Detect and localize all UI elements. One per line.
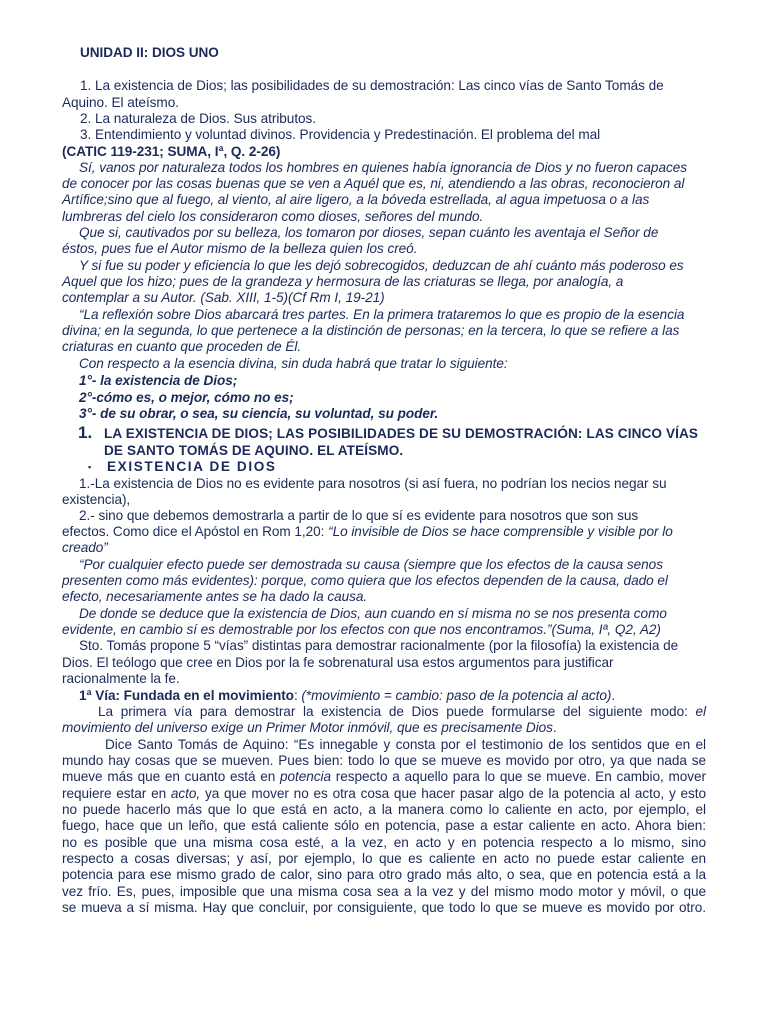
section-number: 1. xyxy=(78,423,93,442)
quote-line: lumbreras del cielo los consideraron como dioses, señores del mundo. xyxy=(62,209,484,224)
thomas-text: respecto a aquello para lo que se mueve. En cambio, mover xyxy=(331,769,706,784)
via-intro-line xyxy=(62,704,706,720)
quote-line: Con respecto a la esencia divina, sin duda habrá que tratar lo siguiente: xyxy=(79,356,508,371)
subheading: EXISTENCIA DE DIOS xyxy=(107,459,277,474)
thomas-text: ya que mover no es otra cosa que hacer pasar algo de la potencia al acto, y esto xyxy=(200,786,706,801)
via-colon: : xyxy=(293,688,302,703)
via-thesis-period: . xyxy=(552,720,557,735)
quote-line: contemplar a su Autor. (Sab. XIII, 1-5)(Cf Rm I, 19-21) xyxy=(62,290,385,305)
body-line: 2.- sino que debemos demostrarla a partir de lo que sí es evidente para nosotros que son sus xyxy=(79,508,639,523)
quote-line: éstos, pues fue el Autor mismo de la belleza quien los creó. xyxy=(62,241,418,256)
toc-item-1: 1. La existencia de Dios; las posibilidades de su demostración: Las cinco vías de Santo Tomás de xyxy=(80,78,664,93)
via-thesis: movimiento del universo exige un Primer Motor inmóvil, que es precisamente Dios xyxy=(62,720,553,735)
via-intro-text: La primera vía para demostrar la existencia de Dios puede formularse del siguiente modo: xyxy=(98,704,696,719)
outline-item-1: 1°- la existencia de Dios; xyxy=(79,373,238,388)
body-line: Sto. Tomás propone 5 “vías” distintas para demostrar racionalmente (por la filosofía) la existencia de xyxy=(79,638,679,653)
quote-line: Sí, vanos por naturaleza todos los hombres en quienes había ignorancia de Dios y no fueron capaces xyxy=(79,160,687,175)
thomas-line: mundo hay cosas que se mueven. Pues bien: todo lo que se mueve es movido por otro, ya que nada se xyxy=(62,753,706,768)
quote-line: criaturas en cuanto que proceden de Él. xyxy=(62,339,302,354)
body-line: “Por cualquier efecto puede ser demostrada su causa (siempre que los efectos de la causa senos xyxy=(79,557,663,572)
via-period: . xyxy=(611,688,616,703)
thomas-line: no puede hacerlo más que lo que está en acto, a la manera como lo caliente en acto, por ejemplo, el xyxy=(62,802,706,817)
thomas-line: vez frío. Es, pues, imposible que una misma cosa sea a la vez y del mismo modo motor y móvil, o que xyxy=(62,884,706,899)
thomas-line: se mueva a sí misma. Hay que concluir, por consiguiente, que todo lo que se mueve es movido por otro. xyxy=(62,900,706,915)
via-heading xyxy=(62,688,723,704)
section-heading: LA EXISTENCIA DE DIOS; LAS POSIBILIDADES DE SU DEMOSTRACIÓN: LAS CINCO VÍAS xyxy=(104,426,699,441)
thomas-text: requiere estar en xyxy=(62,786,171,801)
quote-line: Que si, cautivados por su belleza, los tomaron por dioses, sepan cuánto les aventaja el Señor de xyxy=(79,225,659,240)
toc-item-1-cont: Aquino. El ateísmo. xyxy=(62,95,179,110)
term-acto: acto, xyxy=(170,786,201,801)
quote-line: “La reflexión sobre Dios abarcará tres partes. En la primera trataremos lo que es propio de la esencia xyxy=(79,307,685,322)
toc-item-3: 3. Entendimiento y voluntad divinos. Providencia y Predestinación. El problema del mal xyxy=(80,127,601,142)
via-title: 1ª Vía: Fundada en el movimiento xyxy=(79,688,294,703)
citation: (CATIC 119-231; SUMA, Iª, Q. 2-26) xyxy=(62,144,281,159)
thomas-line: no es posible que una misma cosa esté, a la vez, en acto y en potencia respecto a lo mismo, sino xyxy=(62,835,706,850)
thomas-line xyxy=(62,769,706,785)
toc-item-2: 2. La naturaleza de Dios. Sus atributos. xyxy=(80,111,317,126)
body-line xyxy=(62,524,706,540)
thomas-text: mueve más que en cuanto está en xyxy=(62,769,281,784)
thomas-line: fuego, hace que un leño, que está caliente sólo en potencia, pase a estar caliente en acto. Ahora bien: xyxy=(62,818,706,833)
bullet-icon: ▪ xyxy=(88,462,92,472)
quote-line: Aquel que los hizo; pues de la grandeza y hermosura de las criaturas se llega, por analogía, a xyxy=(62,274,624,289)
scripture-quote: “Lo invisible de Dios se hace comprensible y visible por lo xyxy=(328,524,673,539)
thomas-line: Dice Santo Tomás de Aquino: “Es innegable y consta por el testimonio de los sentidos que en el xyxy=(105,737,706,752)
quote-line: divina; en la segunda, lo que pertenece a la distinción de personas; en la tercera, lo que se refiere a las xyxy=(62,323,680,338)
outline-item-3: 3°- de su obrar, o sea, su ciencia, su voluntad, su poder. xyxy=(79,406,439,421)
thomas-line: respecto a cosas diversas; y así, por ejemplo, lo que es caliente en acto no puede estar caliente en xyxy=(62,851,706,866)
term-potencia: potencia xyxy=(280,769,332,784)
quote-line: de conocer por las cosas buenas que se ven a Aquél que es, ni, atendiendo a las obras, reconocieron al xyxy=(62,176,685,191)
body-line: efecto, necesariamente antes se ha dado la causa. xyxy=(62,589,368,604)
body-line: racionalmente la fe. xyxy=(62,671,180,686)
section-heading-cont: DE SANTO TOMÁS DE AQUINO. EL ATEÍSMO. xyxy=(104,443,404,458)
via-intro-em: el xyxy=(695,704,706,719)
body-line: creado” xyxy=(62,540,108,555)
via-note: (*movimiento = cambio: paso de la potencia al acto) xyxy=(301,688,612,703)
body-line: evidente, en cambio sí es demostrable por los efectos con que nos encontramos.”(Suma, Iª, Q2, A2) xyxy=(62,622,661,637)
body-line: 1.-La existencia de Dios no es evidente para nosotros (si así fuera, no podrían los necios negar su xyxy=(79,476,667,491)
unit-title: UNIDAD II: DIOS UNO xyxy=(80,45,219,60)
body-text: efectos. Como dice el Apóstol en Rom 1,20: xyxy=(62,524,329,539)
body-line: presenten como más evidentes): porque, como quiera que los efectos dependen de la causa, dado el xyxy=(62,573,668,588)
outline-item-2: 2°-cómo es, o mejor, cómo no es; xyxy=(79,390,294,405)
quote-line: Y si fue su poder y eficiencia lo que les dejó sobrecogidos, deduzcan de ahí cuánto más poderoso es xyxy=(79,258,684,273)
via-intro-line xyxy=(62,720,706,736)
body-line: De donde se deduce que la existencia de Dios, aun cuando en sí misma no se nos presenta como xyxy=(79,606,667,621)
thomas-line xyxy=(62,786,706,802)
body-line: Dios. El teólogo que cree en Dios por la fe sobrenatural usa estos argumentos para justificar xyxy=(62,655,614,670)
body-line: existencia), xyxy=(62,492,131,507)
thomas-line: potencia para ese mismo grado de calor, sino para otro grado más alto, o sea, que en potencia está a la xyxy=(62,867,706,882)
quote-line: Artífice;sino que al fuego, al viento, al aire ligero, a la bóveda estrellada, al agua impetuosa o a las xyxy=(62,192,650,207)
